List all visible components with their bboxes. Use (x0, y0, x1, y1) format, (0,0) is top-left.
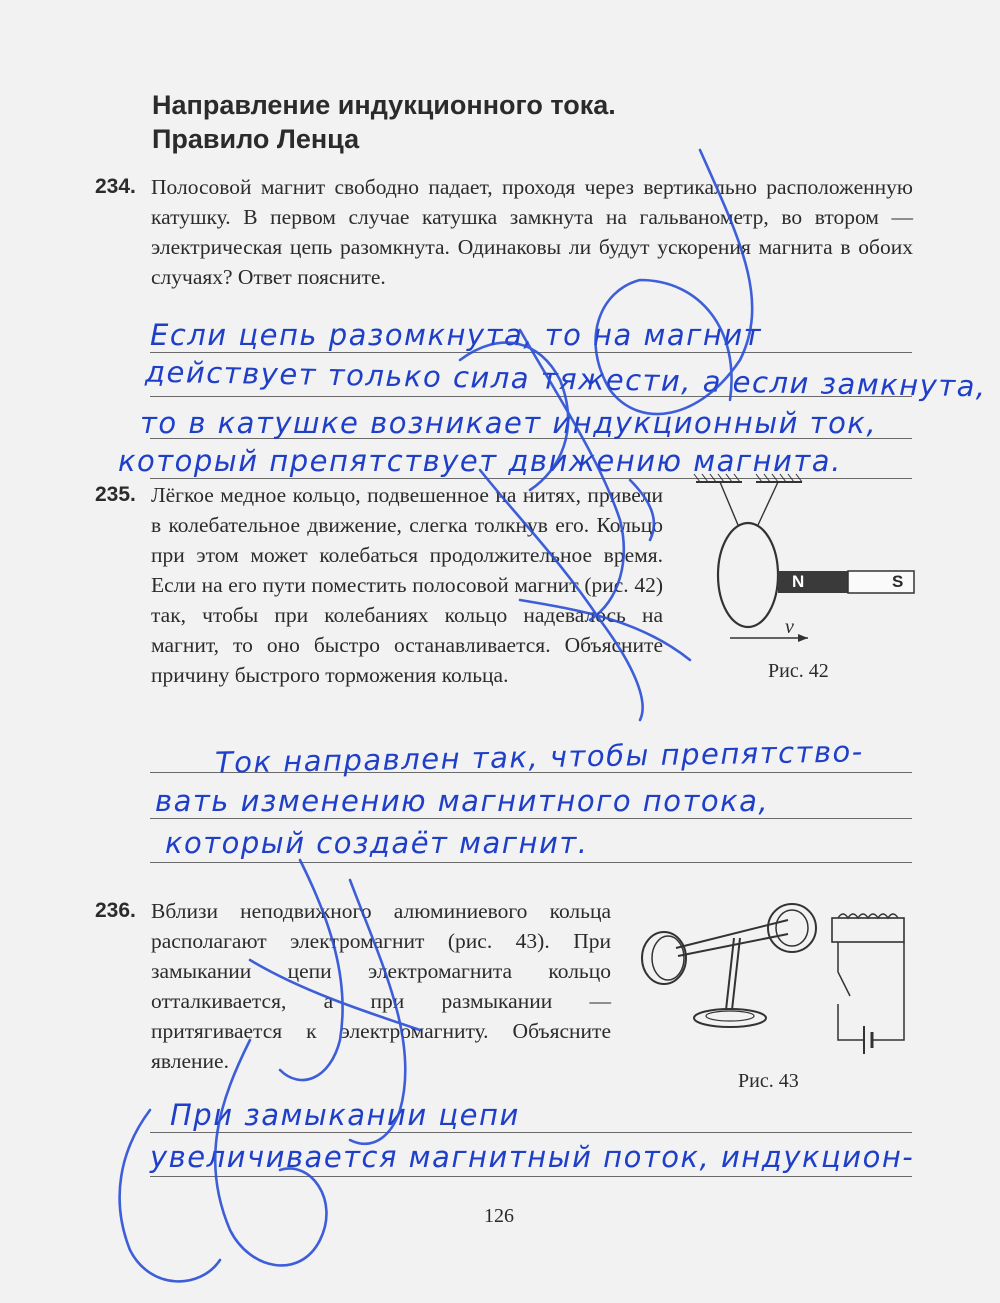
section-title-line1: Направление индукционного тока. (152, 90, 616, 120)
section-title (152, 88, 616, 156)
answer-line (150, 1176, 912, 1177)
figure-43-caption: Рис. 43 (738, 1070, 799, 1092)
handwritten-answer-line: Если цепь разомкнута, то на магнит (150, 318, 763, 352)
magnet-n-label: N (792, 572, 805, 591)
problem-number: 236. (95, 899, 136, 922)
problem-text: Полосовой магнит свободно падает, проходя через вертикально расположенную катушку. В первом случае катушка замкнута на гальванометр, во втором — электрическая цепь разомкнута. Одинаковы ли будут ускорения магнита в обоих случаях? Ответ поясните. (151, 175, 913, 289)
problem-number: 235. (95, 483, 136, 506)
answer-line (150, 818, 912, 819)
answer-line (150, 352, 912, 353)
handwritten-answer-line: Ток направлен так, чтобы препятство- (214, 734, 864, 780)
answer-line (150, 1132, 912, 1133)
problem-234 (95, 172, 913, 292)
answer-line (150, 862, 912, 863)
handwritten-answer-line: который создаёт магнит. (165, 826, 589, 860)
figure-42-caption: Рис. 42 (768, 660, 829, 682)
handwritten-answer-line: который препятствует движению магнита. (118, 444, 842, 478)
section-title-line2: Правило Ленца (152, 124, 360, 154)
problem-text: Лёгкое медное кольцо, подвешенное на нитях, привели в колебательное движение, слегка толкнув его. Кольцо при этом может колебаться продолжительное время. Если на его пути поместить полосовой магнит (рис. 42) так, чтобы при колебаниях кольцо надевалось на магнит, то оно быстро останавливается. Объясните причину быстрого торможения кольца. (151, 483, 663, 687)
handwritten-answer-line: увеличивается магнитный поток, индукцион- (150, 1140, 915, 1174)
problem-text: Вблизи неподвижного алюминиевого кольца располагают электромагнит (рис. 43). При замыкании цепи электромагнита кольцо отталкивается, а при размыкании — притягивается к электромагниту. Объясните явление. (151, 899, 611, 1073)
problem-236 (95, 896, 611, 1076)
handwritten-answer-line: При замыкании цепи (170, 1098, 520, 1132)
handwritten-answer-line: действует только сила тяжести, а если замкнута, (144, 354, 987, 404)
figure-42-ring-and-magnet (690, 470, 920, 670)
magnet-s-label: S (892, 572, 904, 591)
handwritten-answer-line: вать изменению магнитного потока, (155, 784, 770, 818)
figure-43-ring-and-electromagnet (636, 900, 916, 1060)
handwritten-answer-line: то в катушке возникает индукционный ток, (140, 406, 878, 440)
problem-235 (95, 480, 663, 690)
page-number: 126 (484, 1205, 514, 1227)
velocity-label: v (785, 616, 794, 638)
problem-number: 234. (95, 175, 136, 198)
